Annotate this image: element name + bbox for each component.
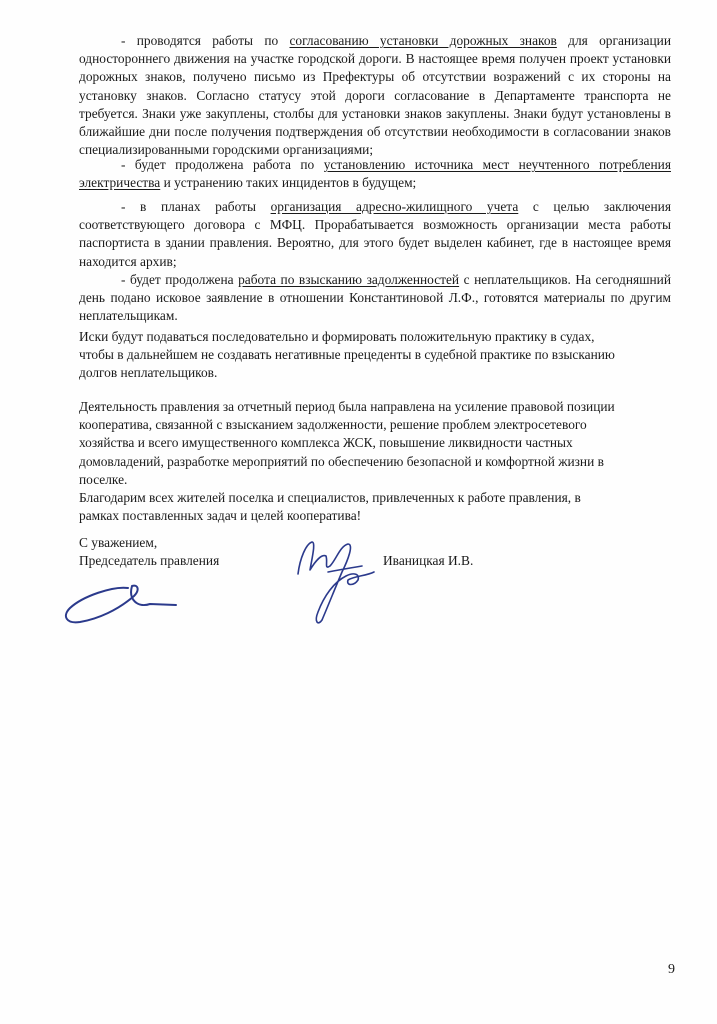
paragraph-body: с целью заключения соответствующего договора с МФЦ. Прорабатывается возможность организации места работы паспортиста в здании правления. Вероятно, для этого будет выделен кабинет, где в настоящее время находится архив; <box>79 199 671 269</box>
underlined-topic: согласованию установки дорожных знаков <box>289 33 557 48</box>
signature-center-image <box>288 536 388 628</box>
signer-name: Иваницкая И.В. <box>383 553 474 568</box>
paragraph-prefix: - будет продолжена <box>121 272 239 287</box>
text-line: Иски будут подаваться последовательно и формировать положительную практику в судах, <box>79 329 595 344</box>
text-line: Деятельность правления за отчетный период была направлена на усиление правовой позиции <box>79 399 615 414</box>
paragraph-body: с неплательщиков. На сегодняшний день подано исковое заявление в отношении Константиновой Л.Ф., готовятся материалы по другим неплательщикам. <box>79 272 672 324</box>
text-line: домовладений, разработке мероприятий по обеспечению безопасной и комфортной жизни в <box>79 453 604 469</box>
text-line: поселке. <box>79 471 128 487</box>
paragraph-debt-collection <box>79 271 671 326</box>
underlined-topic: работа по взысканию задолженностей <box>238 272 460 287</box>
signer-position: Председатель правления <box>79 553 220 569</box>
paragraph-prefix: - проводятся работы по <box>121 33 290 48</box>
paragraph-body: и устранению таких инцидентов в будущем; <box>160 175 417 191</box>
signature-left-image <box>58 572 188 632</box>
closing-greeting: С уважением, <box>79 535 158 550</box>
paragraph-body: для организации одностороннего движения на участке городской дороги. В настоящее время получен проект установки дорожных знаков, получено письмо из Префектуры об отсутствии возражений с их стороны на установку знаков. Согласно статусу этой дороги согласование в Департаменте транспорта не требуется. Знаки уже закуплены, столбы для установки знаков закуплены. Знаки будут установлены в ближайшие дни после получения подтверждения об отсутствии необходимости в согласовании знаков специализированными городскими организациями; <box>79 33 671 158</box>
paragraph-road-signs <box>79 32 671 159</box>
paragraph-electricity <box>79 156 671 192</box>
page-number: 9 <box>668 962 675 977</box>
text-line: рамках поставленных задач и целей кооператива! <box>79 508 362 524</box>
text-line: Благодарим всех жителей поселка и специалистов, привлеченных к работе правления, в <box>79 490 581 506</box>
paragraph-address-registry <box>79 198 671 271</box>
paragraph-summary <box>79 398 671 525</box>
text-line: кооператива, связанной с взысканием задолженности, решение проблем электросетевого <box>79 417 587 433</box>
underlined-topic: установлению источника мест неучтенного потребления электричества <box>79 157 671 191</box>
text-line: хозяйства и всего имущественного комплекса ЖСК, повышение ликвидности частных <box>79 435 573 451</box>
paragraph-prefix: - в планах работы <box>121 199 271 214</box>
paragraph-lawsuits <box>79 328 671 383</box>
paragraph-prefix: - будет продолжена работа по <box>121 157 324 172</box>
text-line: долгов неплательщиков. <box>79 365 218 381</box>
text-line: чтобы в дальнейшем не создавать негативные прецеденты в судебной практике по взысканию <box>79 347 615 363</box>
underlined-topic: организация адресно-жилищного учета <box>270 199 519 214</box>
